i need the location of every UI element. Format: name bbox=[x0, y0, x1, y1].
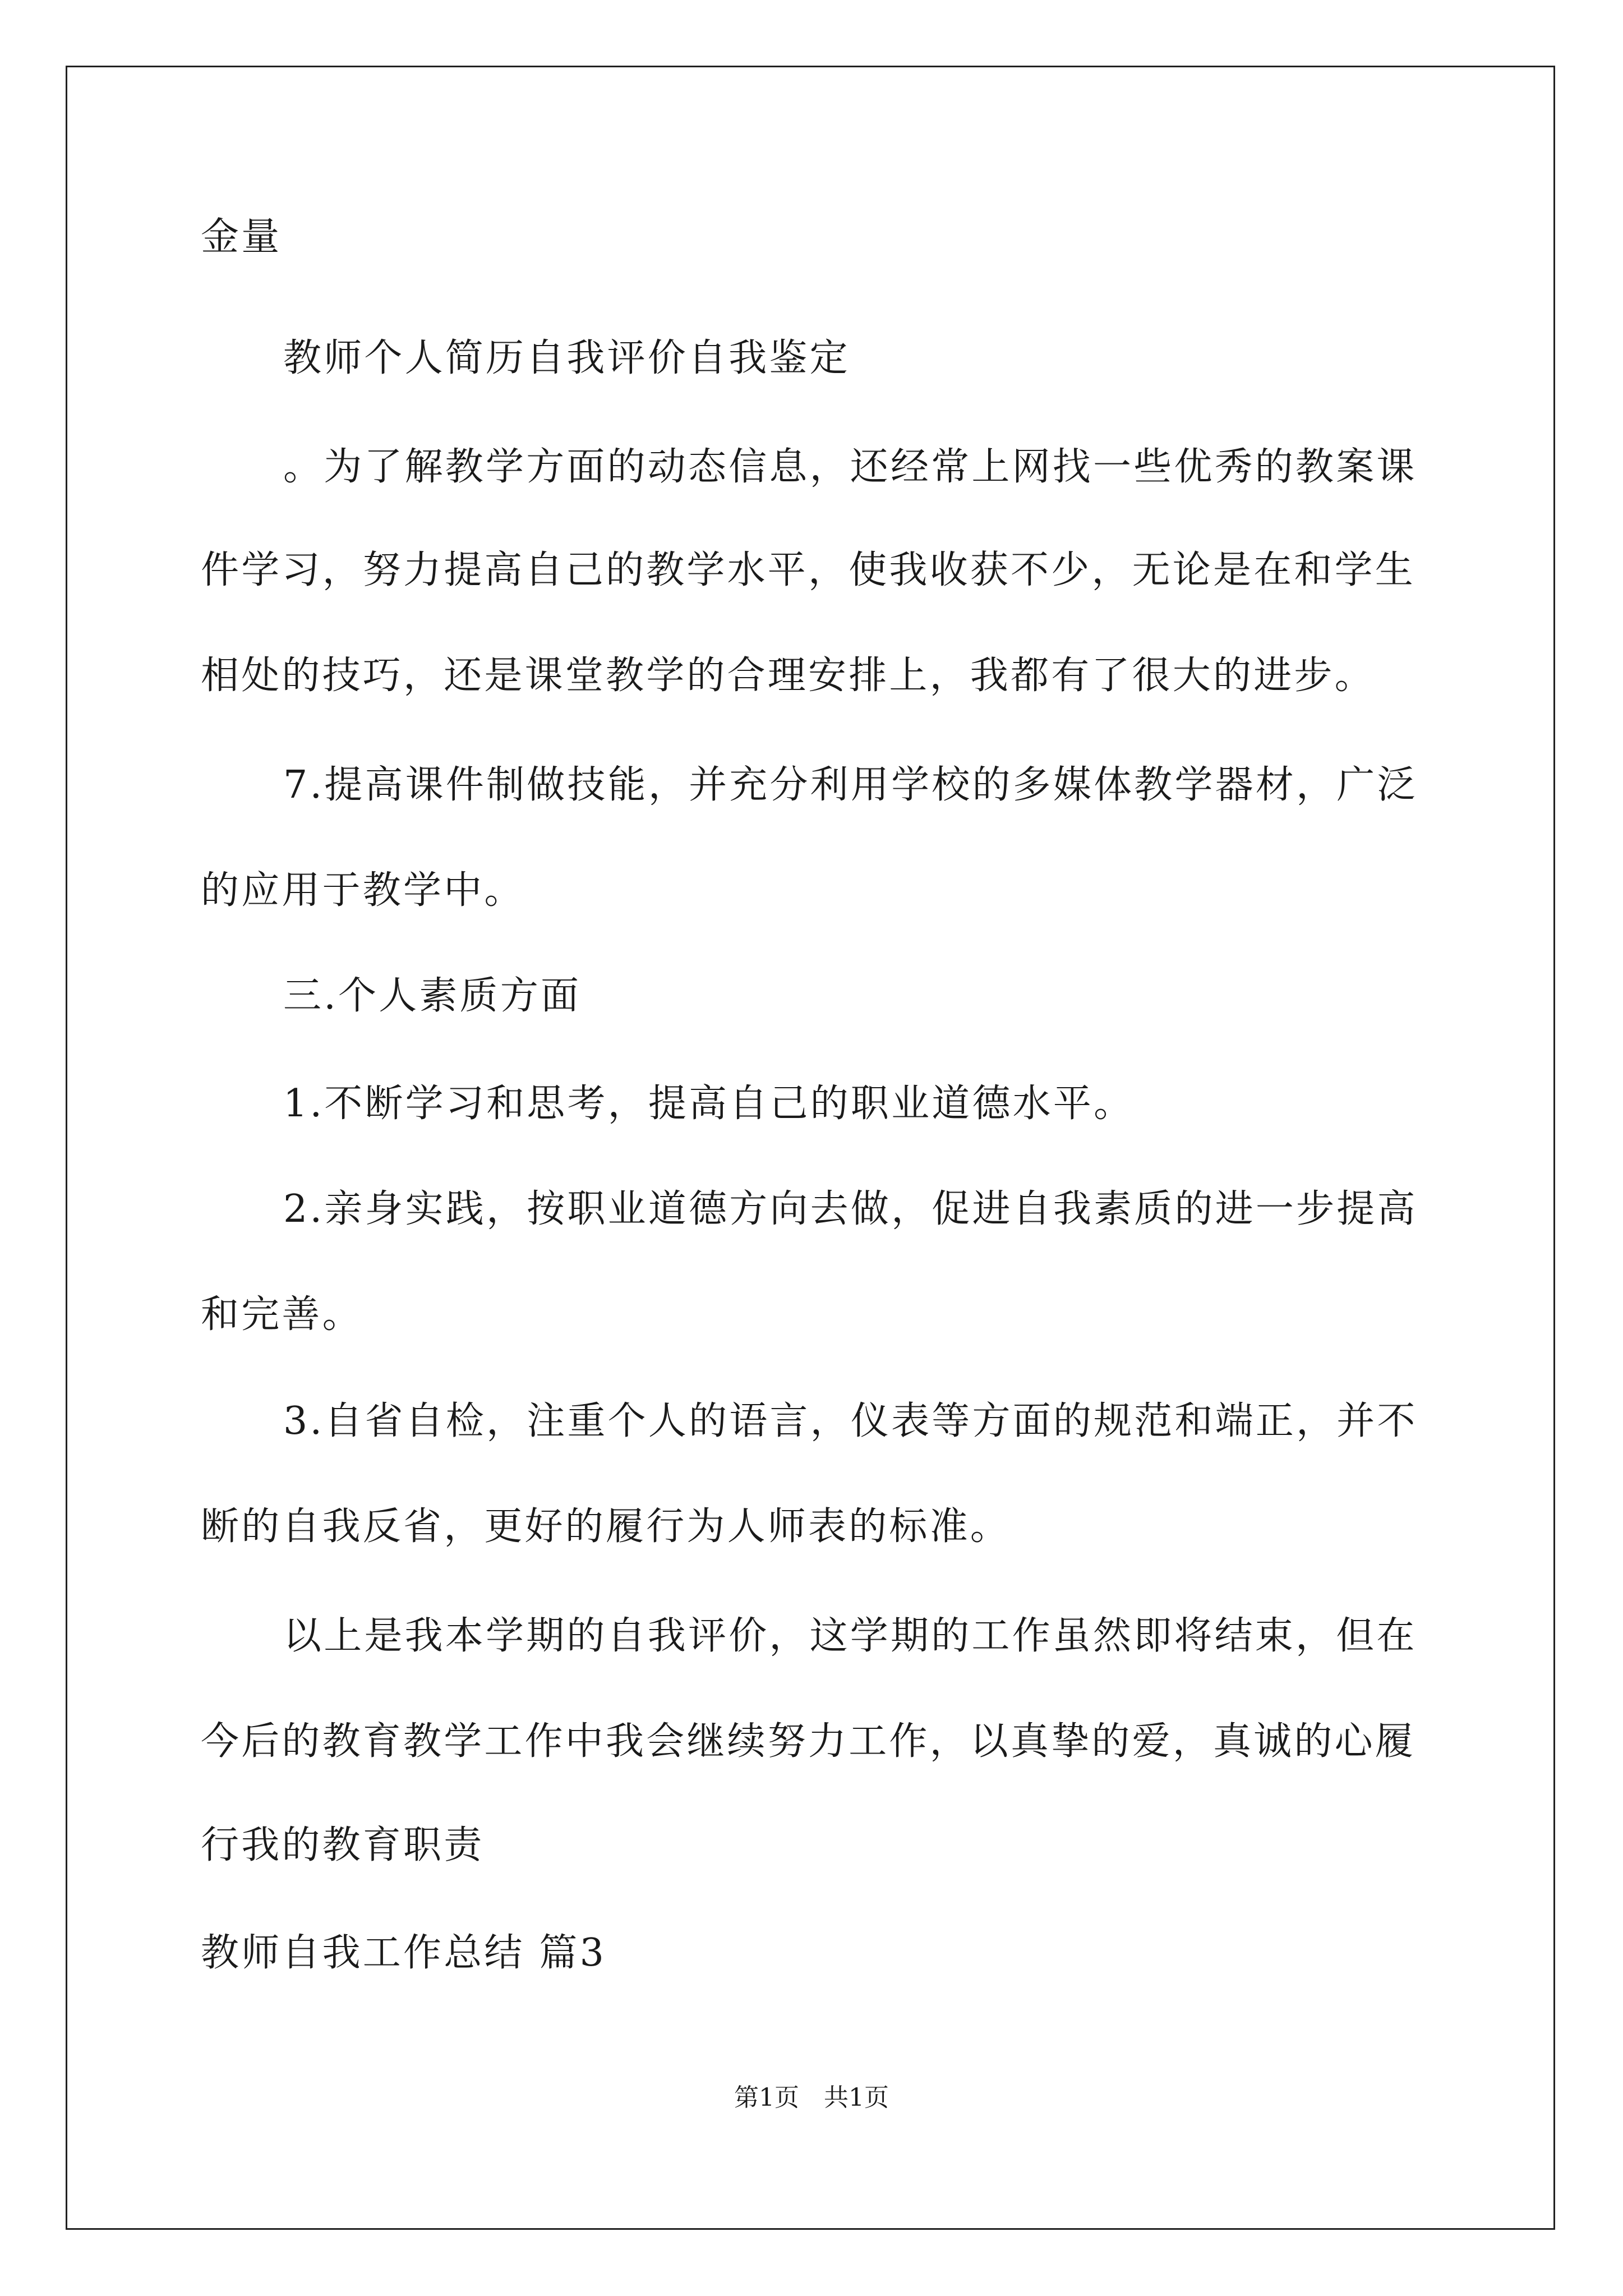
text-line: 金量 bbox=[201, 215, 282, 259]
text-line: 的应用于教学中。 bbox=[201, 868, 525, 913]
text-line: 以上是我本学期的自我评价，这学期的工作虽然即将结束，但在 bbox=[283, 1614, 1417, 1658]
text-line: 行我的教育职责 bbox=[201, 1823, 485, 1867]
text-line: 断的自我反省，更好的履行为人师表的标准。 bbox=[201, 1504, 1011, 1549]
section-heading: 教师自我工作总结 篇3 bbox=[201, 1931, 607, 1975]
text-line: 件学习，努力提高自己的教学水平，使我收获不少，无论是在和学生 bbox=[201, 548, 1416, 592]
text-line: 7.提高课件制做技能，并充分利用学校的多媒体教学器材，广泛 bbox=[283, 763, 1418, 807]
text-line: 相处的技巧，还是课堂教学的合理安排上，我都有了很大的进步。 bbox=[201, 654, 1375, 698]
section-heading: 三.个人素质方面 bbox=[283, 974, 582, 1018]
section-heading: 教师个人简历自我评价自我鉴定 bbox=[283, 336, 850, 380]
text-line: 今后的教育教学工作中我会继续努力工作，以真挚的爱，真诚的心履 bbox=[201, 1719, 1416, 1764]
text-line: 3.自省自检，注重个人的语言，仪表等方面的规范和端正，并不 bbox=[283, 1399, 1418, 1443]
page-number-footer: 第1页 共1页 bbox=[734, 2083, 889, 2112]
page-border bbox=[66, 66, 1555, 2230]
text-line: 1.不断学习和思考，提高自己的职业道德水平。 bbox=[283, 1082, 1135, 1126]
text-line: 和完善。 bbox=[201, 1292, 363, 1337]
text-line: 2.亲身实践，按职业道德方向去做，促进自我素质的进一步提高 bbox=[283, 1187, 1418, 1231]
text-line: 。为了解教学方面的动态信息，还经常上网找一些优秀的教案课 bbox=[283, 445, 1417, 489]
